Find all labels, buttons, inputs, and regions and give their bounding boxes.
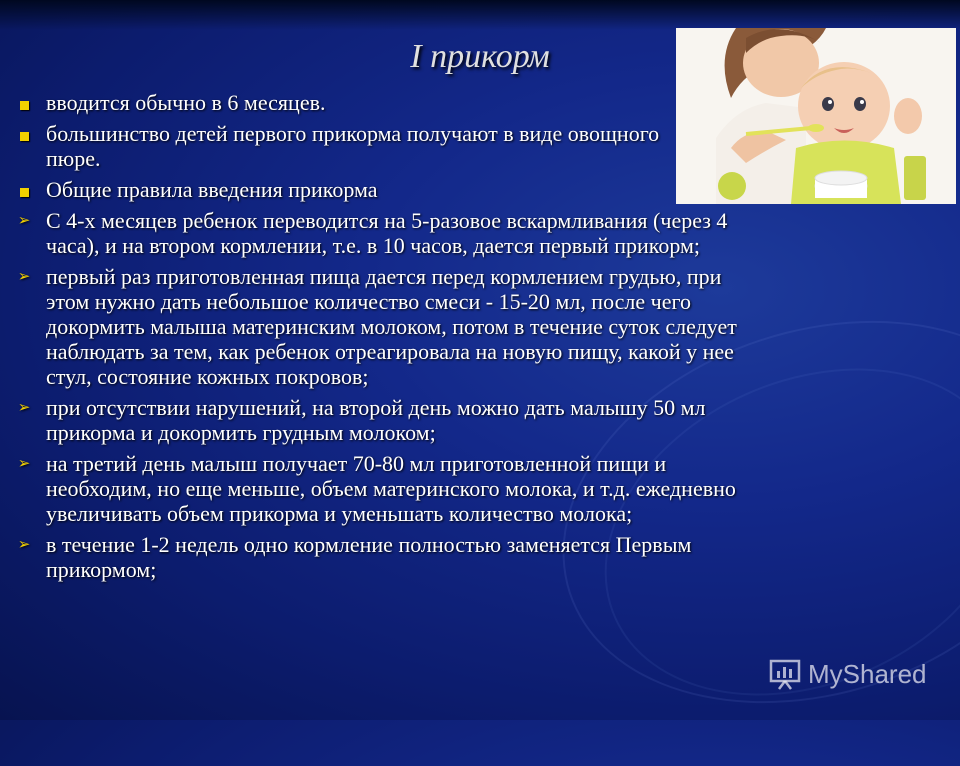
square-bullet-icon <box>14 90 34 115</box>
list-item-text: на третий день малыш получает 70-80 мл приготовленной пищи и необходим, но еще меньше, объем материнского молока, и т.д. ежедневно увеличивать объем прикорма и уменьшать количество молока; <box>46 451 736 526</box>
list-item <box>12 264 752 389</box>
list-item <box>12 208 752 258</box>
watermark-text: MyShared <box>808 658 927 689</box>
slide-title: I прикорм <box>410 38 550 75</box>
bullet-list <box>12 90 752 588</box>
arrow-bullet-icon: ➢ <box>17 398 31 416</box>
list-item <box>12 90 676 115</box>
list-item <box>12 532 752 582</box>
list-item-text: Общие правила введения прикорма <box>46 177 378 202</box>
list-item-text: при отсутствии нарушений, на второй день можно дать малышу 50 мл прикорма и докормить грудным молоком; <box>46 395 706 445</box>
square-bullet-icon <box>14 177 34 202</box>
arrow-bullet-icon: ➢ <box>17 267 31 285</box>
myshared-watermark[interactable] <box>768 652 927 696</box>
list-item-text: С 4-х месяцев ребенок переводится на 5-разовое вскармливания (через 4 часа), и на втором кормлении, т.е. в 10 часов, дается первый прикорм; <box>46 208 728 258</box>
list-item-text: в течение 1-2 недель одно кормление полностью заменяется Первым прикормом; <box>46 532 692 582</box>
arrow-bullet-icon: ➢ <box>17 211 31 229</box>
list-item-text: большинство детей первого прикорма получают в виде овощного пюре. <box>46 121 660 171</box>
list-item-text: первый раз приготовленная пища дается перед кормлением грудью, при этом нужно дать небольшое количество смеси - 15-20 мл, после чего докормить малыша материнским молоком, потом в течение суток следует наблюдать за тем, как ребенок отреагировала на новую пищу, какой у нее стул, состояние кожных покровов; <box>46 264 737 389</box>
list-item <box>12 177 676 202</box>
presentation-board-icon <box>768 657 802 691</box>
list-item-text: вводится обычно в 6 месяцев. <box>46 90 326 115</box>
arrow-bullet-icon: ➢ <box>17 535 31 553</box>
square-bullet-icon <box>14 121 34 146</box>
top-shadow-band <box>0 0 960 30</box>
arrow-bullet-icon: ➢ <box>17 454 31 472</box>
list-item <box>12 395 752 445</box>
list-item <box>12 121 676 171</box>
list-item <box>12 451 752 526</box>
